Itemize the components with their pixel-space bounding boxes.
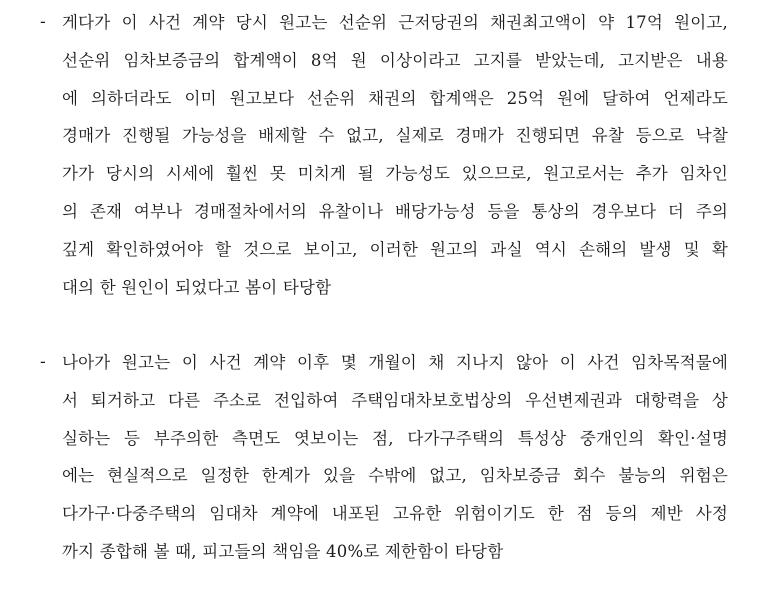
- paragraph-line: 까지 종합해 볼 때, 피고들의 책임을 40%로 제한함이 타당함: [62, 541, 504, 561]
- paragraph-line: 깊게 확인하였어야 할 것으로 보이고, 이러한 원고의 과실 역시 손해의 발생 및 확: [62, 239, 728, 259]
- paragraph-2: [40, 344, 740, 571]
- bullet-marker: -: [40, 352, 46, 372]
- paragraph-line: 다가구·다중주택의 임대차 계약에 내포된 고유한 위험이기도 한 점 등의 제반 사정: [62, 504, 728, 524]
- paragraph-line: 서 퇴거하고 다른 주소로 전입하여 주택임대차보호법상의 우선변제권과 대항력을 상: [62, 390, 728, 410]
- paragraph-line: 가가 당시의 시세에 훨씬 못 미치게 될 가능성도 있으므로, 원고로서는 추가 임차인: [62, 164, 728, 184]
- paragraph-line: 실하는 등 부주의한 측면도 엿보이는 점, 다가구주택의 특성상 중개인의 확인·설명: [62, 428, 728, 448]
- paragraph-line: 게다가 이 사건 계약 당시 원고는 선순위 근저당권의 채권최고액이 약 17억 원이고,: [62, 13, 728, 32]
- paragraph-line: 의 존재 여부나 경매절차에서의 유찰이나 배당가능성 등을 통상의 경우보다 더 주의: [62, 201, 728, 221]
- paragraph-line: 에는 현실적으로 일정한 한계가 있을 수밖에 없고, 임차보증금 회수 불능의 위험은: [62, 466, 728, 486]
- paragraph-line: 선순위 임차보증금의 합계액이 8억 원 이상이라고 고지를 받았는데, 고지받은 내용: [62, 50, 728, 70]
- paragraph-line: 대의 한 원인이 되었다고 봄이 타당함: [62, 277, 332, 297]
- paragraph-line: 나아가 원고는 이 사건 계약 이후 몇 개월이 채 지나지 않아 이 사건 임차목적물에: [62, 353, 728, 372]
- paragraph-1: [40, 4, 740, 306]
- bullet-marker: -: [40, 12, 46, 32]
- paragraph-line: 경매가 진행될 가능성을 배제할 수 없고, 실제로 경매가 진행되면 유찰 등으로 낙찰: [62, 126, 728, 146]
- paragraph-line: 에 의하더라도 이미 원고보다 선순위 채권의 합계액은 25억 원에 달하여 언제라도: [62, 88, 728, 108]
